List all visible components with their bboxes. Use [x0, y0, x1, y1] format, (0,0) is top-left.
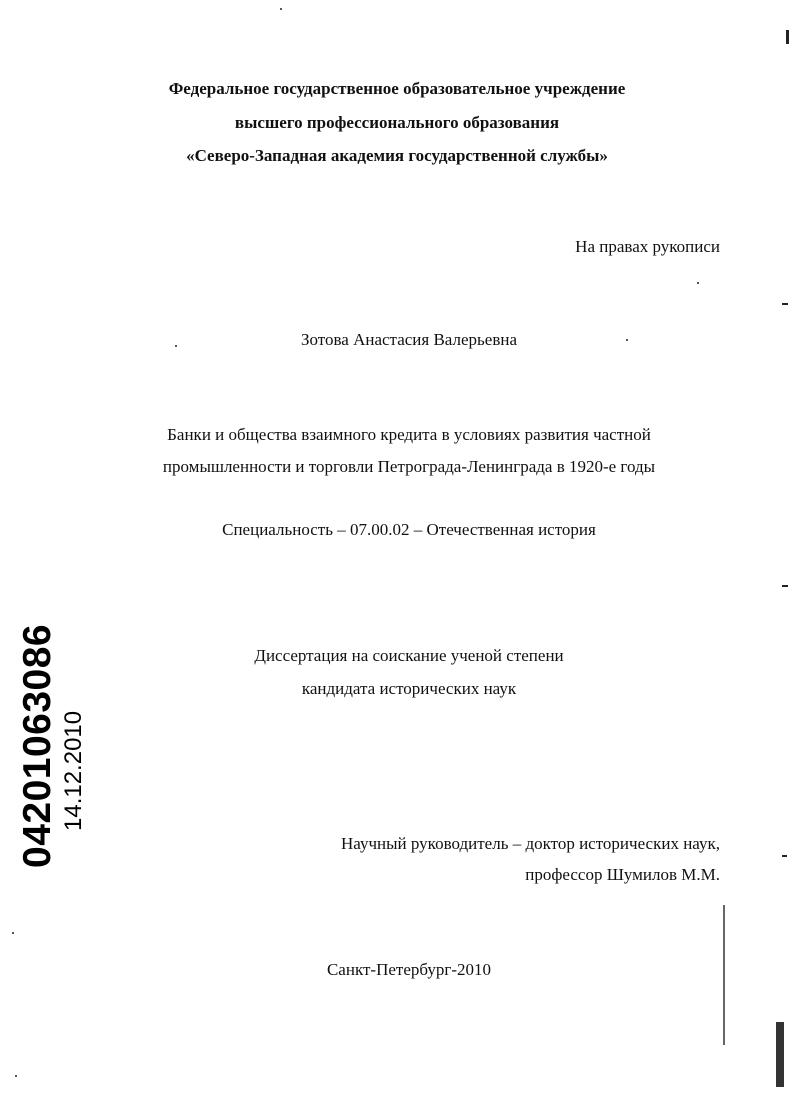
manuscript-note: На правах рукописи — [575, 237, 720, 256]
specialty: Специальность – 07.00.02 – Отечественная история — [222, 520, 596, 539]
supervisor-line-1: Научный руководитель – доктор исторических наук, — [341, 834, 720, 853]
scan-speck — [280, 8, 282, 10]
scan-edge-mark — [776, 1022, 784, 1087]
thesis-title-line-1: Банки и общества взаимного кредита в условиях развития частной — [167, 425, 651, 444]
scan-edge-mark — [782, 585, 788, 587]
scan-speck — [15, 1075, 17, 1077]
library-stamp-date: 14.12.2010 — [60, 710, 87, 831]
institution-line-2: высшего профессионального образования — [234, 113, 560, 132]
scan-edge-mark — [782, 303, 788, 305]
library-stamp-number: 04201063086 — [16, 623, 59, 868]
scan-speck — [175, 345, 177, 347]
scan-speck — [626, 339, 628, 341]
scan-edge-mark — [782, 855, 787, 857]
author-name: Зотова Анастасия Валерьевна — [301, 330, 517, 349]
thesis-title-line-2: промышленности и торговли Петрограда-Ленинграда в 1920-е годы — [162, 457, 656, 476]
supervisor-line-2: профессор Шумилов М.М. — [525, 865, 720, 884]
degree-line-1: Диссертация на соискание ученой степени — [254, 646, 564, 665]
scan-edge-mark — [723, 905, 725, 1045]
degree-line-2: кандидата исторических наук — [301, 679, 517, 698]
institution-line-3: «Северо-Западная академия государственной службы» — [186, 146, 608, 165]
institution-line-1: Федеральное государственное образовательное учреждение — [168, 79, 626, 98]
scan-speck — [697, 282, 699, 284]
place-year: Санкт-Петербург-2010 — [326, 960, 492, 979]
scan-speck — [12, 932, 14, 934]
scan-edge-mark — [786, 30, 789, 44]
